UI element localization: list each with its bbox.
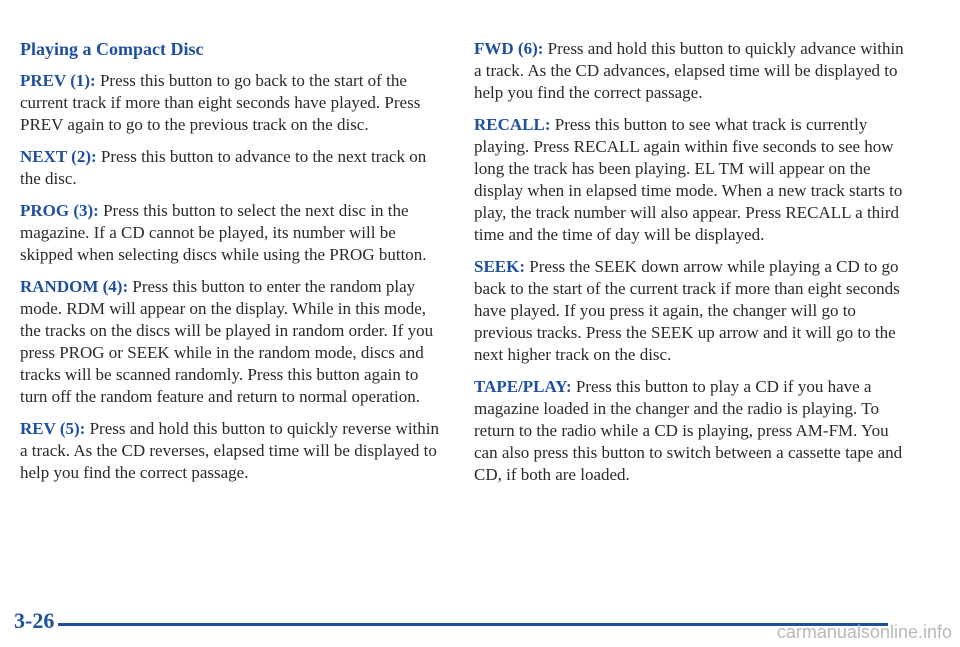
entry-text: Press and hold this button to quickly reverse within a track. As the CD reverses, elapsed time will be displayed to help you find the correct passage. [20,419,439,482]
page-footer [14,608,888,634]
page-number: 3-26 [14,608,55,633]
right-column [474,38,904,496]
entry-term: NEXT (2): [20,147,97,166]
entry-term: PREV (1): [20,71,96,90]
entry-next [20,146,440,190]
entry-text: Press this button to advance to the next track on the disc. [20,147,427,188]
entry-term: RANDOM (4): [20,277,129,296]
entry-text: Press this button to select the next disc in the magazine. If a CD cannot be played, its number will be skipped when selecting discs while using the PROG button. [20,201,427,264]
entry-term: RECALL: [474,115,551,134]
entry-text: Press this button to see what track is currently playing. Press RECALL again within five seconds to see how long the track has been playing. EL TM will appear on the display when in elapsed time mode. When a new track starts to play, the track number will also appear. Press RECALL a third time and the time of day will be displayed. [474,115,903,244]
footer-rule [58,623,888,626]
section-heading: Playing a Compact Disc [20,39,204,59]
entry-term: PROG (3): [20,201,99,220]
entry-text: Press this button to enter the random play mode. RDM will appear on the display. While in this mode, the tracks on the discs will be played in random order. If you press PROG or SEEK while in the random mode, discs and tracks will be scanned randomly. Press this button again to turn off the random feature and return to normal operation. [20,277,434,406]
left-column [20,38,440,494]
entry-prev [20,70,440,136]
entry-text: Press the SEEK down arrow while playing a CD to go back to the start of the current track if more than eight seconds have played. If you press it again, the changer will go to previous tracks. Press the SEEK up arrow and it will go to the next higher track on the disc. [474,257,900,364]
watermark: carmanualsonline.info [776,622,952,642]
entry-term: TAPE/PLAY: [474,377,572,396]
entry-text: Press this button to go back to the start of the current track if more than eight seconds have played. Press PREV again to go to the previous track on the disc. [20,71,421,134]
entry-tape-play [474,376,904,486]
entry-term: FWD (6): [474,39,544,58]
entry-random [20,276,440,408]
entry-term: SEEK: [474,257,526,276]
entry-text: Press this button to play a CD if you have a magazine loaded in the changer and the radio is playing. To return to the radio while a CD is playing, press AM-FM. You can also press this button to switch between a cassette tape and CD, if both are loaded. [474,377,903,484]
entry-fwd [474,38,904,104]
entry-text: Press and hold this button to quickly advance within a track. As the CD advances, elapsed time will be displayed to help you find the correct passage. [474,39,904,102]
entry-term: REV (5): [20,419,86,438]
entry-rev [20,418,440,484]
entry-recall [474,114,904,246]
entry-seek [474,256,904,366]
entry-prog [20,200,440,266]
